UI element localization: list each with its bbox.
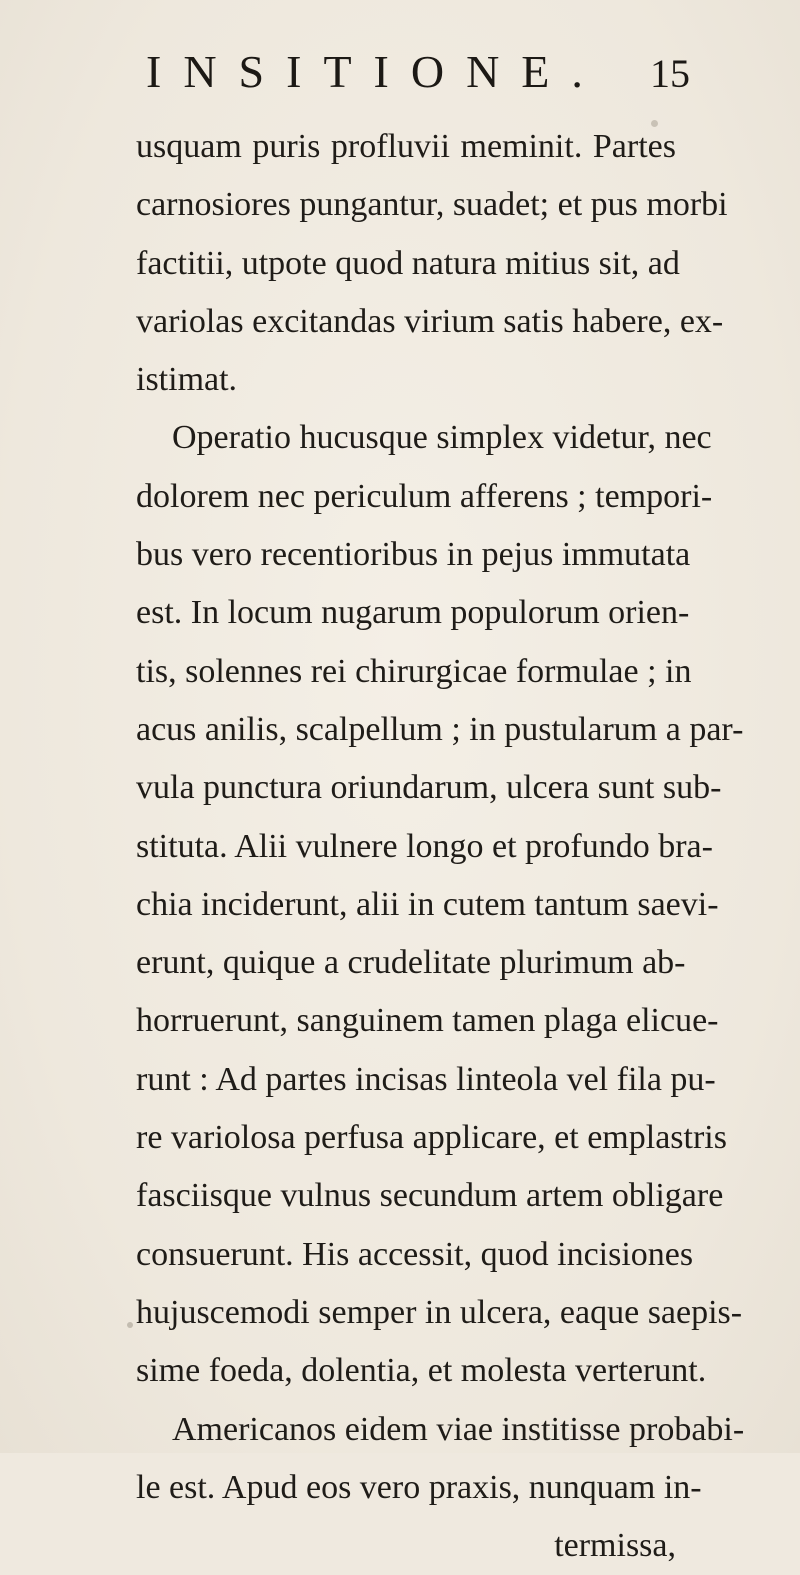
text-line: runt : Ad partes incisas linteola vel fila pu- bbox=[136, 1060, 716, 1098]
text-line: tis, solennes rei chirurgicae formulae ; in bbox=[136, 652, 692, 690]
ink-speck bbox=[127, 1322, 133, 1328]
text-line: est. In locum nugarum populorum orien- bbox=[136, 594, 690, 632]
text-line: variolas excitandas virium satis habere, ex- bbox=[136, 302, 724, 340]
text-line: consuerunt. His accessit, quod incisiones bbox=[136, 1235, 694, 1273]
text-line: factitii, utpote quod natura mitius sit, ad bbox=[136, 244, 680, 282]
text-line: horruerunt, sanguinem tamen plaga elicue- bbox=[136, 1002, 719, 1040]
page-header bbox=[0, 42, 800, 102]
text-line: stituta. Alii vulnere longo et profundo bra- bbox=[136, 827, 713, 865]
text-line: usquam puris profluvii meminit. Partes bbox=[136, 128, 676, 165]
text-line: Americanos eidem viae institisse probabi- bbox=[172, 1410, 745, 1448]
text-line: erunt, quique a crudelitate plurimum ab- bbox=[136, 944, 686, 982]
page-number: 15 bbox=[650, 51, 690, 96]
running-title: INSITIONE. bbox=[146, 46, 605, 97]
text-line: fasciisque vulnus secundum artem obligare bbox=[136, 1177, 724, 1215]
text-line: istimat. bbox=[136, 361, 238, 399]
text-line: carnosiores pungantur, suadet; et pus morbi bbox=[136, 186, 728, 224]
text-line: vula punctura oriundarum, ulcera sunt sub- bbox=[136, 769, 722, 807]
text-line: dolorem nec periculum afferens ; tempori- bbox=[136, 477, 713, 515]
text-line: sime foeda, dolentia, et molesta verterunt. bbox=[136, 1352, 707, 1390]
text-line: acus anilis, scalpellum ; in pustularum a par- bbox=[136, 710, 744, 748]
text-line: chia inciderunt, alii in cutem tantum saevi- bbox=[136, 885, 719, 923]
body-text bbox=[136, 118, 745, 1575]
text-line: bus vero recentioribus in pejus immutata bbox=[136, 536, 691, 574]
text-line: hujuscemodi semper in ulcera, eaque saepis- bbox=[136, 1293, 743, 1331]
catchword: termissa, bbox=[554, 1527, 676, 1565]
text-line: Operatio hucusque simplex videtur, nec bbox=[172, 419, 712, 457]
text-line: re variolosa perfusa applicare, et emplastris bbox=[136, 1119, 727, 1157]
text-line: le est. Apud eos vero praxis, nunquam in- bbox=[136, 1468, 702, 1506]
